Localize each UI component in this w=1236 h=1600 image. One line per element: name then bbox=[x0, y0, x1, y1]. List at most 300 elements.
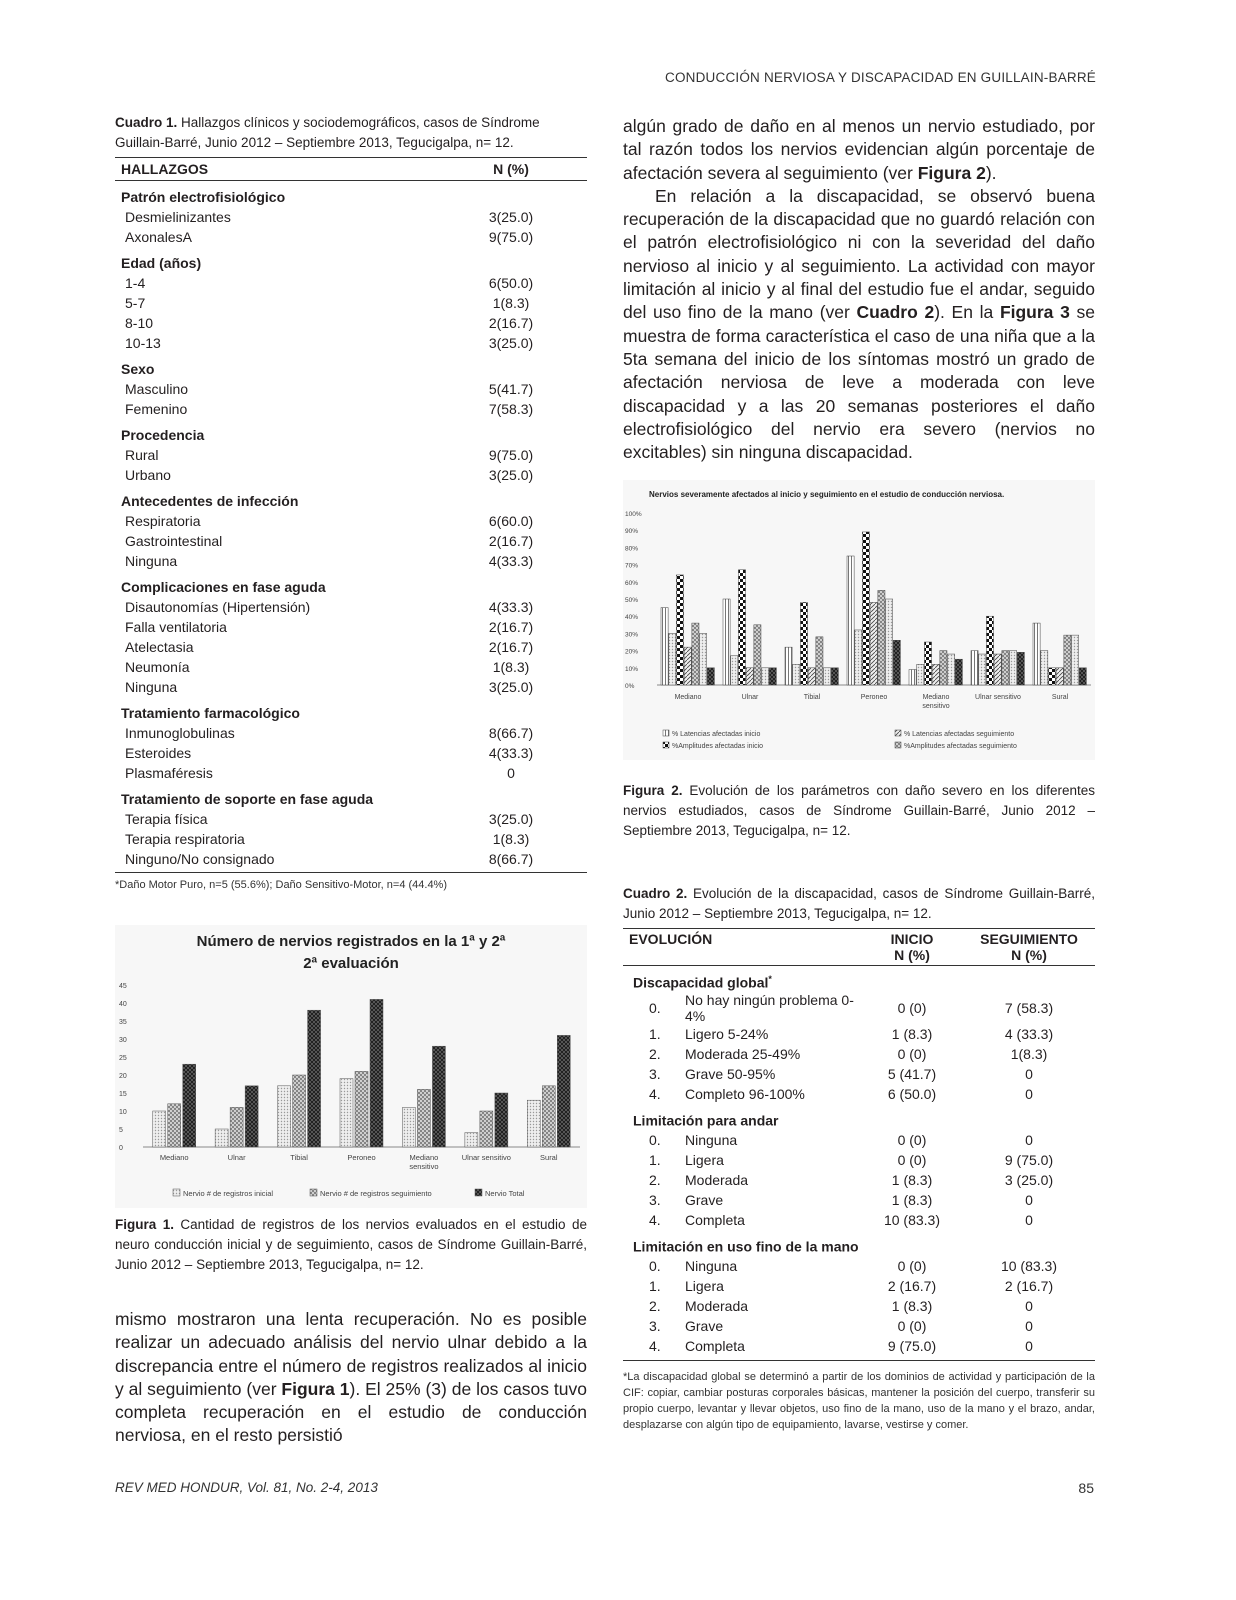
cuadro1-section-row bbox=[115, 571, 587, 597]
chart2-xtick: Ulnar bbox=[741, 694, 759, 701]
cuadro2-caption bbox=[623, 884, 1095, 924]
cuadro1-header-n: N (%) bbox=[493, 161, 529, 177]
chart2-bar bbox=[847, 556, 854, 685]
chart1-xtick: Ulnar bbox=[227, 1153, 246, 1162]
cuadro1-row-label: Rural bbox=[125, 447, 159, 463]
cuadro1-row-value: 9(75.0) bbox=[488, 229, 534, 245]
chart1-ytick: 30 bbox=[119, 1037, 127, 1044]
chart2-bar bbox=[754, 625, 761, 685]
chart2-legend-swatch bbox=[895, 730, 901, 736]
cuadro1-row bbox=[115, 511, 587, 531]
cuadro1-row-label: Falla ventilatoria bbox=[125, 619, 227, 635]
chart2-bar bbox=[1064, 635, 1071, 685]
cuadro2-row-seguimiento: 9 (75.0) bbox=[1004, 1152, 1054, 1168]
chart2-ytick: 10% bbox=[625, 665, 639, 673]
cuadro1-row-value: 2(16.7) bbox=[488, 619, 534, 635]
cuadro1-caption bbox=[115, 113, 587, 153]
cuadro2-row bbox=[623, 1210, 1095, 1230]
cuadro1-row bbox=[115, 743, 587, 763]
cuadro2-row-inicio: 0 (0) bbox=[897, 1132, 927, 1148]
chart2-xtick: Tibial bbox=[803, 694, 821, 701]
cuadro1-row bbox=[115, 677, 587, 697]
cuadro1-section-title: Complicaciones en fase aguda bbox=[121, 579, 326, 595]
cuadro1-row-label: 10-13 bbox=[125, 335, 161, 351]
chart2-bar bbox=[816, 637, 823, 685]
chart2-ytick: 50% bbox=[625, 597, 639, 604]
right-p1-end: ). bbox=[985, 162, 997, 183]
cuadro2-row-inicio: 0 (0) bbox=[897, 1046, 927, 1062]
cuadro2-row bbox=[623, 1296, 1095, 1316]
cuadro1-row bbox=[115, 313, 587, 333]
cuadro2-row-number: 4. bbox=[649, 1212, 661, 1228]
chart2-ytick: 30% bbox=[625, 631, 639, 639]
chart2-bar bbox=[1041, 651, 1048, 685]
cuadro1-caption-label: Cuadro 1. bbox=[115, 115, 178, 130]
cuadro2-block bbox=[623, 884, 1095, 1433]
cuadro1-row-label: Plasmaféresis bbox=[125, 765, 213, 781]
chart1-bar bbox=[183, 1064, 196, 1147]
page-number: 85 bbox=[1078, 1480, 1094, 1496]
chart2-bar bbox=[878, 590, 885, 685]
chart1-bar bbox=[215, 1129, 228, 1147]
cuadro2-header-seguimiento-label: SEGUIMIENTO bbox=[980, 931, 1078, 947]
chart1-bar bbox=[432, 1046, 445, 1147]
chart2-bar bbox=[1002, 651, 1009, 685]
cuadro1-row bbox=[115, 333, 587, 353]
cuadro2-section-title bbox=[623, 966, 1095, 993]
chart2-bar bbox=[676, 575, 683, 685]
cuadro1-row-value: 8(66.7) bbox=[488, 851, 534, 867]
cuadro1-row bbox=[115, 617, 587, 637]
cuadro1-section-title: Patrón electrofisiológico bbox=[121, 189, 286, 205]
cuadro2-row-inicio: 0 (0) bbox=[897, 1152, 927, 1168]
cuadro2-row bbox=[623, 1276, 1095, 1296]
cuadro2-row-seguimiento: 4 (33.3) bbox=[1004, 1026, 1054, 1042]
chart1-bar bbox=[355, 1071, 368, 1147]
chart1-legend-swatch bbox=[475, 1189, 482, 1196]
cuadro2-section-title-text: Limitación en uso fino de la mano bbox=[633, 1238, 859, 1255]
cuadro2-row-label: Completa bbox=[685, 1212, 745, 1228]
right-p2-ref2: Figura 3 bbox=[999, 302, 1070, 323]
chart2-bar bbox=[855, 630, 862, 685]
chart2-ytick: 40% bbox=[625, 614, 639, 622]
cuadro2-section-title bbox=[623, 1104, 1095, 1130]
cuadro2-row-seguimiento: 3 (25.0) bbox=[1004, 1172, 1054, 1188]
cuadro1-row bbox=[115, 551, 587, 571]
chart2-bar bbox=[793, 664, 800, 685]
cuadro1-row-value: 1(8.3) bbox=[492, 831, 530, 847]
cuadro1-row bbox=[115, 445, 587, 465]
cuadro1-row-label: Atelectasia bbox=[125, 639, 194, 655]
chart2-bar bbox=[886, 599, 893, 685]
chart1-bar bbox=[465, 1133, 478, 1147]
left-body-text bbox=[115, 1308, 587, 1448]
chart2-ytick: 90% bbox=[625, 528, 639, 536]
chart1-xtick: Ulnar sensitivo bbox=[461, 1153, 511, 1162]
cuadro2-section-row bbox=[623, 1230, 1095, 1256]
cuadro2-header-inicio bbox=[861, 929, 963, 966]
cuadro2-row-label: Grave 50-95% bbox=[685, 1066, 776, 1082]
cuadro1-row-label: Ninguno/No consignado bbox=[125, 851, 275, 867]
cuadro1-row-value: 6(50.0) bbox=[488, 275, 534, 291]
cuadro2-row-seguimiento: 0 bbox=[1025, 1298, 1033, 1314]
cuadro2-row-inicio: 0 (0) bbox=[897, 1318, 927, 1334]
cuadro2-row bbox=[623, 1130, 1095, 1150]
figura2-caption bbox=[623, 781, 1095, 841]
chart2-title: Nervios severamente afectados al inicio y seguimiento en el estudio de conducción nerviosa. bbox=[649, 490, 1005, 499]
cuadro1-row bbox=[115, 829, 587, 849]
chart2-bar bbox=[948, 654, 955, 685]
cuadro2-row-inicio: 1 (8.3) bbox=[891, 1192, 933, 1208]
chart1-bar bbox=[278, 1086, 291, 1147]
cuadro2-row-label: Ligera bbox=[685, 1278, 724, 1294]
cuadro2-row-inicio: 6 (50.0) bbox=[887, 1086, 937, 1102]
chart1-ytick: 45 bbox=[119, 983, 127, 990]
cuadro1-section-row bbox=[115, 353, 587, 379]
chart2-legend-swatch bbox=[895, 742, 901, 748]
left-text-a: mismo mostraron una lenta recuperación. No es posible realizar un adecuado análisis del nervio ulnar debido a la discrepancia entre el número de registros realizados al inicio y al seguimiento (ver bbox=[115, 1309, 587, 1399]
cuadro2-row-number: 1. bbox=[649, 1026, 661, 1042]
cuadro2-section-sup: * bbox=[768, 973, 772, 984]
chart2-xtick: sensitivo bbox=[922, 703, 950, 710]
chart2-bar bbox=[955, 659, 962, 685]
chart1-ytick: 10 bbox=[119, 1109, 127, 1116]
cuadro1-row bbox=[115, 723, 587, 743]
cuadro2-section-row bbox=[623, 966, 1095, 993]
chart1-bar bbox=[168, 1104, 181, 1147]
cuadro1-section-title: Sexo bbox=[121, 361, 155, 377]
cuadro1-section-title: Tratamiento de soporte en fase aguda bbox=[121, 791, 374, 807]
cuadro1-row-value: 3(25.0) bbox=[488, 335, 534, 351]
cuadro2-row-label: Ligera bbox=[685, 1152, 724, 1168]
cuadro2-row-seguimiento: 0 bbox=[1025, 1318, 1033, 1334]
chart2-bar bbox=[700, 633, 707, 685]
cuadro2-row bbox=[623, 1190, 1095, 1210]
cuadro2-row-number: 0. bbox=[649, 1132, 661, 1148]
cuadro1-row-label: Disautonomías (Hipertensión) bbox=[125, 599, 311, 615]
chart1-bar bbox=[542, 1086, 555, 1147]
chart1-ytick: 40 bbox=[119, 1001, 127, 1008]
chart1-bar bbox=[230, 1107, 243, 1147]
chart1-legend-swatch bbox=[310, 1189, 317, 1196]
cuadro1-table bbox=[115, 157, 587, 869]
right-p2c: se muestra de forma característica el caso de una niña que a la 5ta semana del inicio de los síntomas mostró un grado de afectación nerviosa de leve a moderada con leve discapacidad y a las 20 semanas posteriores el daño electrofisiológico del nervio era severo (nervios no excitables) sin ninguna discapacidad. bbox=[623, 302, 1095, 463]
cuadro1-row-value: 6(60.0) bbox=[488, 513, 534, 529]
chart1-xtick: Mediano bbox=[409, 1153, 439, 1162]
cuadro2-row-number: 1. bbox=[649, 1152, 661, 1168]
chart2-ytick: 80% bbox=[625, 545, 639, 553]
cuadro2-row bbox=[623, 1150, 1095, 1170]
cuadro1-row bbox=[115, 379, 587, 399]
cuadro2-row-inicio: 0 (0) bbox=[897, 1258, 927, 1274]
cuadro1-row-label: Urbano bbox=[125, 467, 171, 483]
cuadro1-block bbox=[115, 113, 587, 891]
cuadro2-row-inicio: 1 (8.3) bbox=[891, 1026, 933, 1042]
cuadro1-row bbox=[115, 637, 587, 657]
cuadro1-section-row bbox=[115, 485, 587, 511]
cuadro2-row-number: 0. bbox=[649, 1258, 661, 1274]
chart1-bar bbox=[527, 1100, 540, 1147]
cuadro1-row-label: Respiratoria bbox=[125, 513, 201, 529]
cuadro1-row bbox=[115, 399, 587, 419]
cuadro2-row-seguimiento: 1(8.3) bbox=[1010, 1046, 1048, 1062]
chart1-ytick: 15 bbox=[119, 1091, 127, 1098]
cuadro2-header-seguimiento bbox=[963, 929, 1095, 966]
cuadro2-header-inicio-label: INICIO bbox=[890, 931, 934, 947]
chart2-bar bbox=[824, 668, 831, 685]
cuadro1-row-value: 2(16.7) bbox=[488, 533, 534, 549]
cuadro1-row bbox=[115, 809, 587, 829]
right-p2-ref1: Cuadro 2 bbox=[856, 302, 935, 323]
chart2-bar bbox=[669, 633, 676, 685]
chart2-xtick: Ulnar sensitivo bbox=[975, 694, 1021, 701]
cuadro1-row-label: Terapia respiratoria bbox=[125, 831, 245, 847]
right-body-text bbox=[623, 115, 1095, 464]
chart1-ytick: 25 bbox=[119, 1055, 127, 1062]
chart1-bar bbox=[293, 1075, 306, 1147]
cuadro1-section-title: Edad (años) bbox=[121, 255, 202, 271]
cuadro1-section-row bbox=[115, 697, 587, 723]
cuadro1-section-title: Procedencia bbox=[121, 427, 205, 443]
chart2-xtick: Sural bbox=[1051, 694, 1069, 701]
cuadro1-row bbox=[115, 227, 587, 247]
cuadro2-row bbox=[623, 1316, 1095, 1336]
cuadro1-row-label: Terapia física bbox=[125, 811, 208, 827]
chart2-bar bbox=[986, 616, 993, 685]
cuadro2-row-number: 3. bbox=[649, 1192, 661, 1208]
chart2-bar bbox=[1072, 635, 1079, 685]
chart2-ytick: 60% bbox=[625, 579, 639, 587]
chart2-ytick: 100% bbox=[625, 511, 642, 518]
cuadro2-row-inicio: 5 (41.7) bbox=[887, 1066, 937, 1082]
figura1-svg bbox=[115, 925, 587, 1208]
left-text-b: ). El 25% (3) de los casos tuvo completa recuperación en el estudio de conducción nerviosa, en el resto persistió bbox=[115, 1378, 587, 1446]
cuadro1-row-value: 9(75.0) bbox=[488, 447, 534, 463]
cuadro1-row bbox=[115, 273, 587, 293]
chart2-legend-swatch bbox=[663, 742, 669, 748]
cuadro2-row-label: Moderada bbox=[685, 1172, 749, 1188]
cuadro2-row bbox=[623, 1256, 1095, 1276]
cuadro2-row-inicio: 9 (75.0) bbox=[887, 1338, 937, 1354]
chart1-bar bbox=[417, 1089, 430, 1147]
cuadro1-row-value: 4(33.3) bbox=[488, 599, 534, 615]
cuadro1-row-value: 4(33.3) bbox=[488, 745, 534, 761]
cuadro1-row bbox=[115, 465, 587, 485]
chart2-legend-label: % Latencias afectadas inicio bbox=[672, 731, 761, 738]
chart2-bar bbox=[746, 668, 753, 685]
cuadro1-row-label: AxonalesA bbox=[125, 229, 192, 245]
chart2-bar bbox=[979, 654, 986, 685]
cuadro1-row bbox=[115, 597, 587, 617]
chart2-bar bbox=[917, 664, 924, 685]
cuadro1-row bbox=[115, 531, 587, 551]
cuadro2-row-label: Ligero 5-24% bbox=[685, 1026, 769, 1042]
chart2-bar bbox=[909, 670, 916, 685]
cuadro2-table bbox=[623, 928, 1095, 1356]
chart2-legend-swatch bbox=[663, 730, 669, 736]
cuadro2-section-title-text: Discapacidad global bbox=[633, 974, 769, 991]
cuadro1-row-value: 8(66.7) bbox=[488, 725, 534, 741]
cuadro2-row-label: Ninguna bbox=[685, 1258, 738, 1274]
cuadro1-row-value: 4(33.3) bbox=[488, 553, 534, 569]
chart1-xtick: sensitivo bbox=[409, 1162, 439, 1171]
cuadro1-row-value: 1(8.3) bbox=[492, 659, 530, 675]
chart2-bar bbox=[692, 623, 699, 685]
cuadro2-row-number: 4. bbox=[649, 1338, 661, 1354]
cuadro2-row-seguimiento: 10 (83.3) bbox=[1000, 1258, 1058, 1274]
chart2-bar bbox=[762, 668, 769, 685]
cuadro1-row-label: Gastrointestinal bbox=[125, 533, 223, 549]
chart2-bar bbox=[971, 651, 978, 685]
figura2-caption-label: Figura 2. bbox=[623, 783, 683, 798]
cuadro2-row-number: 3. bbox=[649, 1066, 661, 1082]
right-p1: algún grado de daño en al menos un nervio estudiado, por tal razón todos los nervios evidencian algún porcentaje de afectación severa al seguimiento (ver bbox=[623, 116, 1095, 183]
cuadro2-row-number: 2. bbox=[649, 1172, 661, 1188]
chart2-bar bbox=[1033, 623, 1040, 685]
cuadro1-row-value: 2(16.7) bbox=[488, 639, 534, 655]
cuadro2-section-row bbox=[623, 1104, 1095, 1130]
cuadro2-caption-label: Cuadro 2. bbox=[623, 886, 688, 901]
cuadro2-row-label: Grave bbox=[685, 1318, 724, 1334]
chart1-bar bbox=[153, 1111, 166, 1147]
chart2-bar bbox=[1048, 668, 1055, 685]
cuadro2-row-label: No hay ningún problema 0-4% bbox=[685, 992, 854, 1024]
chart1-xtick: Sural bbox=[540, 1153, 558, 1162]
chart1-bar bbox=[308, 1010, 321, 1147]
cuadro1-row-value: 3(25.0) bbox=[488, 209, 534, 225]
cuadro2-row bbox=[623, 1336, 1095, 1356]
cuadro1-row-value: 2(16.7) bbox=[488, 315, 534, 331]
cuadro1-footnote: *Daño Motor Puro, n=5 (55.6%); Daño Sensitivo-Motor, n=4 (44.4%) bbox=[115, 879, 448, 891]
chart2-bar bbox=[940, 651, 947, 685]
cuadro2-row-number: 1. bbox=[649, 1278, 661, 1294]
cuadro1-section-row bbox=[115, 247, 587, 273]
cuadro1-caption-text: Hallazgos clínicos y sociodemográficos, casos de Síndrome Guillain-Barré, Junio 2012 – Septiembre 2013, Tegucigalpa, n= 12. bbox=[115, 115, 540, 150]
figura2-caption-text: Evolución de los parámetros con daño severo en los diferentes nervios estudiados, casos de Síndrome Guillain-Barré, Junio 2012 – Septiembre 2013, Tegucigalpa, n= 12. bbox=[623, 783, 1095, 838]
cuadro1-row-value: 3(25.0) bbox=[488, 467, 534, 483]
chart2-ytick: 70% bbox=[625, 562, 639, 570]
cuadro1-row bbox=[115, 657, 587, 677]
chart1-legend-label: Nervio Total bbox=[485, 1189, 525, 1198]
cuadro2-header-evolucion: EVOLUCIÓN bbox=[629, 931, 713, 947]
cuadro1-row-label: 8-10 bbox=[125, 315, 154, 331]
chart1-ytick: 20 bbox=[119, 1073, 127, 1080]
chart1-bar bbox=[370, 999, 383, 1147]
cuadro1-row bbox=[115, 763, 587, 783]
chart1-ytick: 5 bbox=[119, 1127, 123, 1134]
chart2-ytick: 0% bbox=[625, 683, 635, 690]
cuadro2-subheader-inicio: N (%) bbox=[894, 947, 930, 963]
cuadro2-row-number: 4. bbox=[649, 1086, 661, 1102]
cuadro1-row-value: 3(25.0) bbox=[488, 811, 534, 827]
chart2-ytick: 20% bbox=[625, 648, 639, 656]
cuadro1-row-value: 3(25.0) bbox=[488, 679, 534, 695]
cuadro1-row-label: Inmunoglobulinas bbox=[125, 725, 235, 741]
chart2-bar bbox=[924, 642, 931, 685]
chart2-bar bbox=[994, 654, 1001, 685]
cuadro1-row-value: 5(41.7) bbox=[488, 381, 534, 397]
chart2-bar bbox=[1079, 668, 1086, 685]
chart1-bar bbox=[480, 1111, 493, 1147]
cuadro1-row bbox=[115, 207, 587, 227]
cuadro2-row-number: 2. bbox=[649, 1046, 661, 1062]
cuadro1-section-row bbox=[115, 419, 587, 445]
chart2-bar bbox=[1056, 668, 1063, 685]
chart1-title-line2: 2ª evaluación bbox=[303, 955, 399, 972]
figura1-caption bbox=[115, 1215, 587, 1275]
chart2-bar bbox=[870, 602, 877, 685]
cuadro2-row-seguimiento: 7 (58.3) bbox=[1004, 1000, 1054, 1016]
cuadro2-row-seguimiento: 0 bbox=[1025, 1086, 1033, 1102]
cuadro2-row bbox=[623, 1084, 1095, 1104]
cuadro2-row bbox=[623, 1170, 1095, 1190]
cuadro2-row bbox=[623, 992, 1095, 1024]
chart1-legend-swatch bbox=[173, 1189, 180, 1196]
cuadro1-row-label: Esteroides bbox=[125, 745, 192, 761]
chart2-bar bbox=[932, 664, 939, 685]
cuadro2-row-seguimiento: 0 bbox=[1025, 1338, 1033, 1354]
chart2-bar bbox=[707, 668, 714, 685]
cuadro1-row-value: 0 bbox=[507, 765, 515, 781]
chart1-xtick: Peroneo bbox=[347, 1153, 376, 1162]
chart2-bar bbox=[785, 647, 792, 685]
chart2-bar bbox=[1010, 651, 1017, 685]
figura2-svg bbox=[623, 480, 1095, 760]
chart1-bar bbox=[557, 1035, 570, 1147]
chart2-bar bbox=[684, 647, 691, 685]
cuadro1-header-hallazgos: HALLAZGOS bbox=[121, 161, 209, 177]
cuadro2-row-seguimiento: 0 bbox=[1025, 1066, 1033, 1082]
chart2-legend-label: %Amplitudes afectadas seguimiento bbox=[904, 743, 1017, 750]
chart1-xtick: Tibial bbox=[290, 1153, 308, 1162]
cuadro1-row bbox=[115, 293, 587, 313]
cuadro1-row-label: Femenino bbox=[125, 401, 188, 417]
cuadro2-row-seguimiento: 0 bbox=[1025, 1132, 1033, 1148]
chart2-bar bbox=[808, 668, 815, 685]
cuadro2-footnote: *La discapacidad global se determinó a partir de los dominios de actividad y participación de la CIF: copiar, cambiar posturas corporales básicas, mantener la posición del cuerpo, transferir su propio cuerpo, levantar y llevar objetos, uso fino de la mano, uso de la mano y el brazo, andar, desplazarse con algún tipo de equipamiento, lavarse, vestirse y comer. bbox=[623, 1371, 1095, 1431]
cuadro2-row-label: Moderada bbox=[685, 1298, 749, 1314]
chart2-bar bbox=[731, 656, 738, 685]
chart2-bar bbox=[893, 640, 900, 685]
cuadro1-row-label: Ninguna bbox=[125, 679, 178, 695]
chart2-bar bbox=[738, 570, 745, 685]
cuadro2-row-number: 2. bbox=[649, 1298, 661, 1314]
cuadro2-row bbox=[623, 1024, 1095, 1044]
chart2-xtick: Mediano bbox=[674, 694, 702, 701]
cuadro2-row-inicio: 0 (0) bbox=[897, 1000, 927, 1016]
cuadro1-section-row bbox=[115, 783, 587, 809]
chart1-bar bbox=[340, 1079, 353, 1147]
cuadro2-row-seguimiento: 0 bbox=[1025, 1212, 1033, 1228]
figura1-caption-label: Figura 1. bbox=[115, 1217, 174, 1232]
cuadro1-row-label: Masculino bbox=[125, 381, 189, 397]
figura1-caption-text: Cantidad de registros de los nervios evaluados en el estudio de neuro conducción inicial y de seguimiento, casos de Síndrome Guillain-Barré, Junio 2012 – Septiembre 2013, Tegucigalpa, n= 12. bbox=[115, 1217, 587, 1272]
cuadro2-row-seguimiento: 0 bbox=[1025, 1192, 1033, 1208]
chart2-bar bbox=[831, 668, 838, 685]
cuadro2-row-number: 3. bbox=[649, 1318, 661, 1334]
cuadro1-row bbox=[115, 849, 587, 869]
cuadro2-row-label: Grave bbox=[685, 1192, 724, 1208]
cuadro1-section-title: Antecedentes de infección bbox=[121, 493, 299, 509]
right-p2a: En relación a la discapacidad, se observó buena recuperación de la discapacidad que no guardó relación con el patrón electrofisiológico ni con la severidad del daño nervioso al inicio y al seguimiento. La actividad con mayor limitación al inicio y al final del estudio fue el andar, seguido del uso fino de la mano (ver bbox=[623, 185, 1095, 323]
cuadro2-row-label: Completo 96-100% bbox=[685, 1086, 805, 1102]
cuadro1-row-label: Neumonía bbox=[125, 659, 190, 675]
chart2-xtick: Mediano bbox=[922, 694, 950, 701]
chart1-bar bbox=[402, 1107, 415, 1147]
chart1-bar bbox=[495, 1093, 508, 1147]
chart2-xtick: Peroneo bbox=[860, 694, 888, 701]
chart2-bar bbox=[769, 668, 776, 685]
